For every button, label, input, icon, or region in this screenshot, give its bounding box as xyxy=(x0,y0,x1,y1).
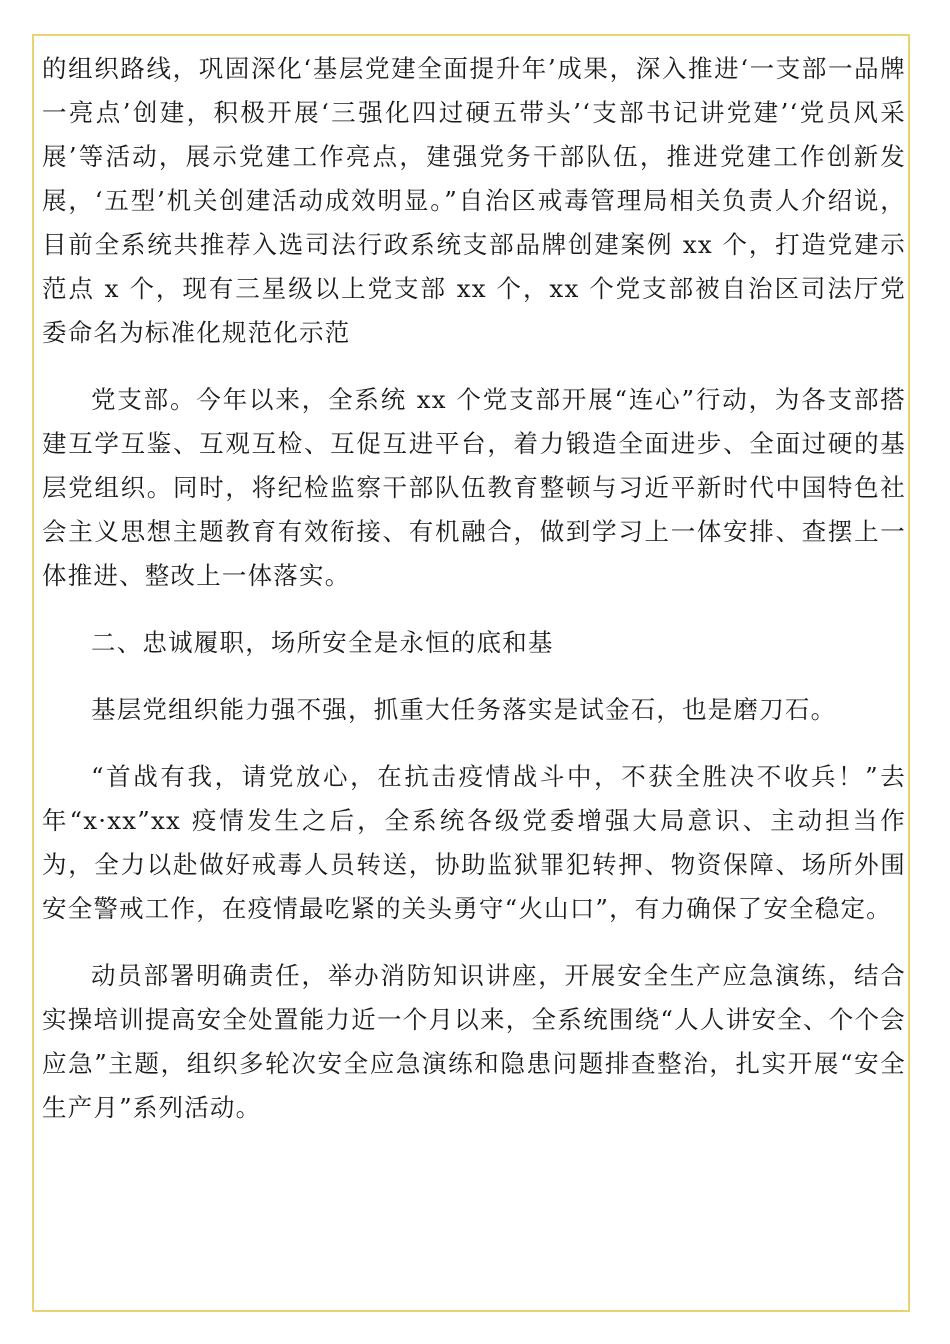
section-heading: 二、忠诚履职，场所安全是永恒的底和基 xyxy=(91,628,554,657)
paragraph-5: 动员部署明确责任，举办消防知识讲座，开展安全生产应急演练，结合实操培训提高安全处置能力近一个月以来，全系统围绕“人人讲安全、个个会应急”主题，组织多轮次安全应急演练和隐患问题排查整治，扎实开展“安全生产月”系列活动。 xyxy=(42,961,906,1122)
paragraph-2: 党支部。今年以来，全系统 xx 个党支部开展“连心”行动，为各支部搭建互学互鉴、互观互检、互促互进平台，着力锻造全面进步、全面过硬的基层党组织。同时，将纪检监察干部队伍教育整顿与习近平新时代中国特色社会主义思想主题教育有效衔接、有机融合，做到学习上一体安排、查摆上一体推进、整改上一体落实。 xyxy=(42,385,906,590)
paragraph-1: 的组织路线，巩固深化‘基层党建全面提升年’成果，深入推进‘一支部一品牌一亮点’创建，积极开展‘三强化四过硬五带头’‘支部书记讲党建’‘党员风采展’等活动，展示党建工作亮点，建强党务干部队伍，推进党建工作创新发展，‘五型’机关创建活动成效明显。”自治区戒毒管理局相关负责人介绍说，目前全系统共推荐入选司法行政系统支部品牌创建案例 xx 个，打造党建示范点 x 个，现有三星级以上党支部 xx 个，xx 个党支部被自治区司法厅党委命名为标准化规范化示范 xyxy=(42,54,906,347)
paragraph-4: “首战有我，请党放心，在抗击疫情战斗中，不获全胜决不收兵！”去年“x·xx”xx 疫情发生之后，全系统各级党委增强大局意识、主动担当作为，全力以赴做好戒毒人员转送，协助监狱罪犯转押、物资保障、场所外围安全警戒工作，在疫情最吃紧的关头勇守“火山口”，有力确保了安全稳定。 xyxy=(42,762,906,923)
document-body xyxy=(42,47,906,1130)
paragraph-3: 基层党组织能力强不强，抓重大任务落实是试金石，也是磨刀石。 xyxy=(91,695,837,724)
